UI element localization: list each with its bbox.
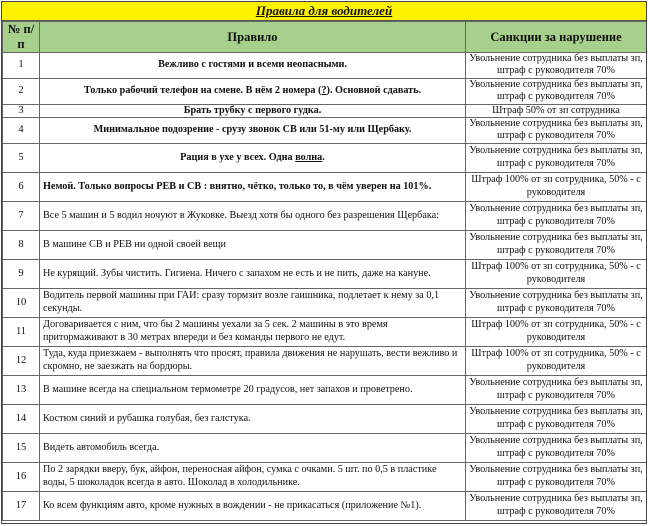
sheet-title-bar [2,2,646,21]
rule-text: Туда, куда приезжаем - выполнять что просят, правила движения не нарушать, вести вежливо и скромно, не заезжать на бордюры. [40,346,466,375]
table-header-row [3,22,647,53]
sanction-text: Штраф 100% от зп сотрудника, 50% - с руководителя [466,172,647,201]
table-row [3,375,647,404]
rule-text: Видеть автомобиль всегда. [40,433,466,462]
underlined-word: волна [295,151,323,163]
sanction-text: Увольнение сотрудника без выплаты зп, штраф с руководителя 70% [466,201,647,230]
row-number: 15 [3,433,40,462]
row-number: 16 [3,462,40,491]
row-number: 4 [3,118,40,144]
table-row [3,259,647,288]
row-number: 13 [3,375,40,404]
underlined-mark: ? [321,85,327,97]
rule-text: Немой. Только вопросы РЕВ и СВ : внятно, чётко, только то, в чём уверен на 101%. [40,172,466,201]
sanction-text: Увольнение сотрудника без выплаты зп, штраф с руководителя 70% [466,375,647,404]
rules-table [2,21,647,521]
sanction-text: Увольнение сотрудника без выплаты зп, штраф с руководителя 70% [466,230,647,259]
table-row [3,230,647,259]
table-row [3,317,647,346]
rule-text: Вежливо с гостями и всеми неопасными. [40,53,466,79]
table-row [3,201,647,230]
table-row [3,433,647,462]
table-row [3,404,647,433]
sanction-text: Увольнение сотрудника без выплаты зп, штраф с руководителя 70% [466,53,647,79]
row-number: 5 [3,143,40,172]
sanction-text: Увольнение сотрудника без выплаты зп, штраф с руководителя 70% [466,433,647,462]
rule-text: Не курящий. Зубы чистить. Гигиена. Ничего с запахом не есть и не пить, даже на кануне. [40,259,466,288]
sanction-text: Штраф 100% от зп сотрудника, 50% - с руководителя [466,346,647,375]
rule-text: Договаривается с ним, что бы 2 машины уехали за 5 сек. 2 машины в это время притормаживают в 30 метрах впереди и без команды первого не едут. [40,317,466,346]
table-row [3,462,647,491]
sanction-text: Увольнение сотрудника без выплаты зп, штраф с руководителя 70% [466,404,647,433]
row-number: 17 [3,491,40,520]
row-number: 9 [3,259,40,288]
header-rule: Правило [40,22,466,53]
sanction-text: Увольнение сотрудника без выплаты зп, штраф с руководителя 70% [466,118,647,144]
sanction-text: Увольнение сотрудника без выплаты зп, штраф с руководителя 70% [466,288,647,317]
rule-text: Рация в ухе у всех. Одна волна. [40,143,466,172]
rule-text: Брать трубку с первого гудка. [40,104,466,117]
sanction-text: Увольнение сотрудника без выплаты зп, штраф с руководителя 70% [466,462,647,491]
sanction-text: Штраф 100% от зп сотрудника, 50% - с руководителя [466,317,647,346]
row-number: 12 [3,346,40,375]
row-number: 3 [3,104,40,117]
row-number: 8 [3,230,40,259]
sanction-text: Увольнение сотрудника без выплаты зп, штраф с руководителя 70% [466,491,647,520]
table-row [3,288,647,317]
table-row [3,491,647,520]
table-row [3,143,647,172]
row-number: 6 [3,172,40,201]
row-number: 7 [3,201,40,230]
rule-text: Ко всем функциям авто, кроме нужных в вождении - не прикасаться (приложение №1). [40,491,466,520]
table-row [3,104,647,117]
rule-text: В машине всегда на специальном термометре 20 градусов, нет запахов и проветрено. [40,375,466,404]
row-number: 2 [3,78,40,104]
rules-sheet [1,1,647,524]
rule-text: Водитель первой машины при ГАИ: сразу тормзит возле гаишника, подлетает к нему за 0,1 секунды. [40,288,466,317]
row-number: 14 [3,404,40,433]
table-row [3,53,647,79]
rule-text: По 2 зарядки вверу, бук, айфон, переносная айфон, сумка с очками. 5 шт. по 0,5 в пластике воды, 5 шоколадок всегда в авто. Шоколад в холодильнике. [40,462,466,491]
sanction-text: Штраф 50% от зп сотрудника [466,104,647,117]
header-sanction: Санкции за нарушение [466,22,647,53]
table-row [3,346,647,375]
rule-text: Все 5 машин и 5 водил ночуют в Жуковке. Выезд хотя бы одного без разрешения Щербака: [40,201,466,230]
table-row [3,78,647,104]
row-number: 10 [3,288,40,317]
rule-text: В машине СВ и РЕВ ни одной своей вещи [40,230,466,259]
table-row [3,172,647,201]
row-number: 1 [3,53,40,79]
sanction-text: Увольнение сотрудника без выплаты зп, штраф с руководителя 70% [466,78,647,104]
table-row [3,118,647,144]
sheet-title: Правила для водителей [255,3,393,18]
sanction-text: Увольнение сотрудника без выплаты зп, штраф с руководителя 70% [466,143,647,172]
rule-text: Только рабочий телефон на смене. В нём 2 номера (?). Основной сдавать. [40,78,466,104]
header-num: № п/п [3,22,40,53]
rule-text: Костюм синий и рубашка голубая, без галстука. [40,404,466,433]
rule-text: Минимальное подозрение - срузу звонок СВ или 51-му или Щербаку. [40,118,466,144]
row-number: 11 [3,317,40,346]
sanction-text: Штраф 100% от зп сотрудника, 50% - с руководителя [466,259,647,288]
